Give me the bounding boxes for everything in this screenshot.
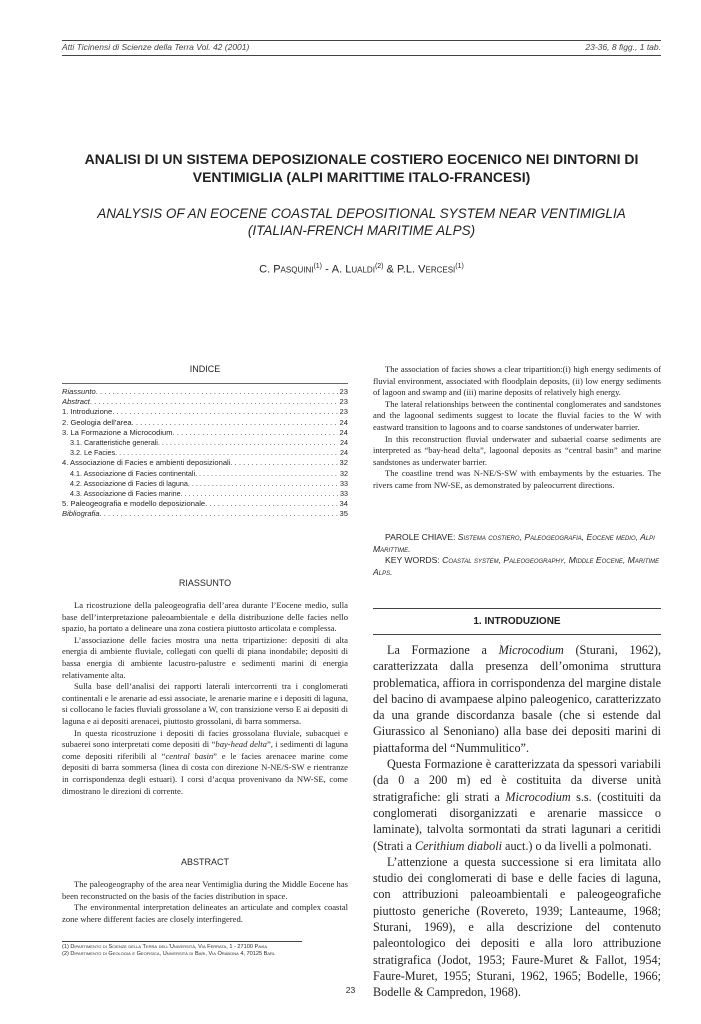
- toc-entry[interactable]: Abstract . . . 23: [62, 397, 348, 407]
- keywords-english: [373, 555, 661, 578]
- paragraph: Sulla base dell’analisi dei rapporti laterali intercorrenti tra i conglomerati continentali e le arenarie ad essi associate, le arenarie marine e i depositi di laguna, si collocano le facies fluviali grossolane a W, con transizione verso E ai depositi di laguna e ai depositi arenacei, piuttosto grossolani, di barra sommersa.: [62, 681, 348, 726]
- affiliation-footnote: (1) Dipartimento di Scienze della Terra dell’Università, Via Ferrata, 1 - 27100 Pavia: [62, 944, 268, 950]
- abstract-body-left: [62, 879, 348, 925]
- keywords-label: PAROLE CHIAVE:: [385, 532, 456, 542]
- author-separator: -: [322, 263, 332, 276]
- toc-top-rule: [62, 383, 348, 384]
- paper-subtitle-line: (ITALIAN-FRENCH MARITIME ALPS): [247, 223, 476, 238]
- paragraph: Questa Formazione è caratterizzata da spessori variabili (da 0 a 200 m) ed è costituita da diverse unità stratigrafiche: gli strati a Microcodium s.s. (costituiti da conglomerati disorganizzati e arenarie massicce o laminate), talvolta sormontati da strati lagunari a ceritidi (Strati a Cerithium diaboli auct.) o da livelli a polmonati.: [373, 757, 661, 853]
- author-name: A. Lualdi: [331, 263, 375, 276]
- toc-subentry[interactable]: 4.3. Associazione di Facies marine . . . 33: [62, 489, 348, 499]
- toc-heading: INDICE: [189, 364, 221, 374]
- section-top-rule: [373, 608, 661, 609]
- paper-subtitle-line: ANALYSIS OF AN EOCENE COASTAL DEPOSITIONAL SYSTEM NEAR VENTIMIGLIA: [97, 206, 626, 221]
- toc-subentry[interactable]: 4.1. Associazione di Facies continentali . . . 32: [62, 469, 348, 479]
- paragraph: La ricostruzione della paleogeografia dell’area durante l’Eocene medio, sulla base dell’interpretazione paleoambientale e della distribuzione delle facies nello spazio, ha portato a delineare una zona costiera piuttosto articolata e complessa.: [62, 600, 348, 634]
- introduzione-body: [373, 642, 661, 1001]
- journal-reference: Atti Ticinensi di Scienze della Terra Vol. 42 (2001): [62, 42, 250, 52]
- paragraph: L’associazione delle facies mostra una netta tripartizione: depositi di alta energia di ambiente fluviale, collegati con quelli di piana inondabile; depositi di bassa energia di ambiente lacustro-palustre e sedimenti marini di energia relativamente alta.: [62, 634, 348, 680]
- paper-subtitle: [62, 205, 661, 239]
- toc-entry[interactable]: 3. La Formazione a Microcodium . . . 24: [62, 428, 348, 438]
- introduzione-heading: 1. INTRODUZIONE: [473, 616, 561, 627]
- author-name: P.L. Vercesi: [396, 263, 456, 276]
- table-of-contents: [62, 364, 348, 520]
- toc-entry[interactable]: Bibliografia . . . 35: [62, 509, 348, 519]
- toc-entry[interactable]: 1. Introduzione . . . 23: [62, 407, 348, 417]
- header-bottom-rule: [62, 55, 661, 56]
- section-bottom-rule: [373, 634, 661, 635]
- paper-title-line: VENTIMIGLIA (ALPI MARITTIME ITALO-FRANCESI): [192, 169, 531, 185]
- header-top-rule: [62, 40, 661, 41]
- keywords-italian: [373, 532, 661, 555]
- page-number: 23: [345, 985, 356, 995]
- paragraph: L’attenzione a questa successione si era limitata allo studio dei conglomerati di base e delle facies di laguna, con attribuzioni paleoambientali e paleogeografiche piuttosto generiche (Rovereto, 1939; Lanteaume, 1968; Sturani, 1969), e alla descrizione del contenuto paleontologico dei depositi e alla loro attribuzione stratigrafica (Jodot, 1953; Faure-Muret & Fallot, 1954; Faure-Muret, 1955; Sturani, 1962, 1965; Bodelle, 1966; Bodelle & Campredon, 1968).: [373, 854, 661, 1000]
- toc-subentry[interactable]: 3.2. Le Facies . . . 24: [62, 448, 348, 458]
- riassunto-section: [62, 578, 348, 797]
- keywords-label: KEY WORDS:: [385, 555, 440, 566]
- author-affiliation-mark: (1): [455, 263, 464, 270]
- author-list: [62, 263, 661, 276]
- riassunto-body: [62, 600, 348, 797]
- toc-subentry[interactable]: 4.2. Associazione di Facies di laguna . . . 33: [62, 479, 348, 489]
- abstract-heading: ABSTRACT: [180, 857, 229, 867]
- abstract-body-right: [373, 364, 661, 492]
- paper-title-line: ANALISI DI UN SISTEMA DEPOSIZIONALE COSTIERO EOCENICO NEI DINTORNI DI: [84, 151, 639, 167]
- paragraph: La Formazione a Microcodium (Sturani, 1962), caratterizzata dalla presenza dell’omonima struttura problematica, affiora in corrispondenza del margine distale del bacino di avampaese alpino paleogenico, caratterizzato da una grande discordanza basale (che si estende dal Giurassico al Senoniano) alla base dei depositi marini di piattaforma del “Nummulitico”.: [373, 643, 661, 755]
- riassunto-heading: RIASSUNTO: [178, 578, 232, 588]
- toc-entry[interactable]: 5. Paleogeografia e modello deposizionale . . . 34: [62, 499, 348, 509]
- keywords: [373, 532, 661, 578]
- abstract-section: [62, 857, 348, 925]
- author-separator: &: [383, 263, 397, 276]
- paper-title: [62, 150, 661, 186]
- paragraph: In this reconstruction fluvial underwater and subaerial coarse sediments are interpreted as “bay-head delta”, lagoonal deposits as “central basin” and marine sandstones as underwater barrier.: [373, 433, 661, 467]
- affiliation-footnote: (2) Dipartimento di Geologia e Geofisica, Università di Bari, Via Orabona 4, 70125 Bari.: [62, 951, 276, 958]
- footnote-rule: [62, 941, 302, 942]
- toc-entry[interactable]: 4. Associazione di Facies e ambienti deposizionali . . . 32: [62, 458, 348, 468]
- author-name: C. Pasquini: [259, 263, 314, 276]
- toc-list: [62, 387, 348, 520]
- toc-entry[interactable]: 2. Geologia dell’area . . . 24: [62, 418, 348, 428]
- paragraph: The coastline trend was N-NE/S-SW with embayments by the estuaries. The rivers came from NW-SE, as demonstrated by paleocurrent directions.: [373, 468, 661, 490]
- paragraph: In questa ricostruzione i depositi di facies grossolana fluviale, subacquei e subaerei sono interpretati come depositi di “bay-head delta”, i sedimenti di laguna come depositi riferibili al “central basin” e le facies arenacee marine come depositi di barra sommersa (linea di costa con direzione N-NE/S-SW e rientranze in corrispondenza degli estuari). I corsi d’acqua provenivano da NW-SE, come dimostrano le direzioni di corrente.: [62, 727, 348, 796]
- keywords-values: Coastal system, Paleogeography, Middle Eocene, Maritime Alps.: [373, 555, 660, 577]
- paragraph: The lateral relationships between the continental conglomerates and sandstones and the lagoonal sediments suggest to locate the fluvial facies to the W with eastward transition to lagoons and to coarse sandstones of underwater barrier.: [373, 398, 661, 432]
- paragraph: The paleogeography of the area near Ventimiglia during the Middle Eocene has been reconstructed on the basis of the facies distribution in space.: [62, 879, 348, 901]
- toc-entry[interactable]: Riassunto . . . 23: [62, 387, 348, 397]
- footnotes: [62, 944, 322, 958]
- paragraph: The environmental interpretation delineates an articulate and complex coastal zone where different facies are closely interfingered.: [62, 902, 348, 924]
- keywords-values: Sistema costiero, Paleogeografia, Eocene medio, Alpi Marittime.: [373, 532, 655, 554]
- paragraph: The association of facies shows a clear tripartition:(i) high energy sediments of fluvial environment, associated with floodplain deposits, (ii) low energy sediments of lagoon and swamp and (iii) marine deposits of relatively high energy.: [373, 364, 661, 398]
- author-affiliation-mark: (1): [313, 263, 323, 270]
- toc-subentry[interactable]: 3.1. Caratteristiche generali . . . 24: [62, 438, 348, 448]
- author-affiliation-mark: (2): [374, 263, 384, 270]
- page-range: 23-36, 8 figg., 1 tab.: [585, 42, 661, 52]
